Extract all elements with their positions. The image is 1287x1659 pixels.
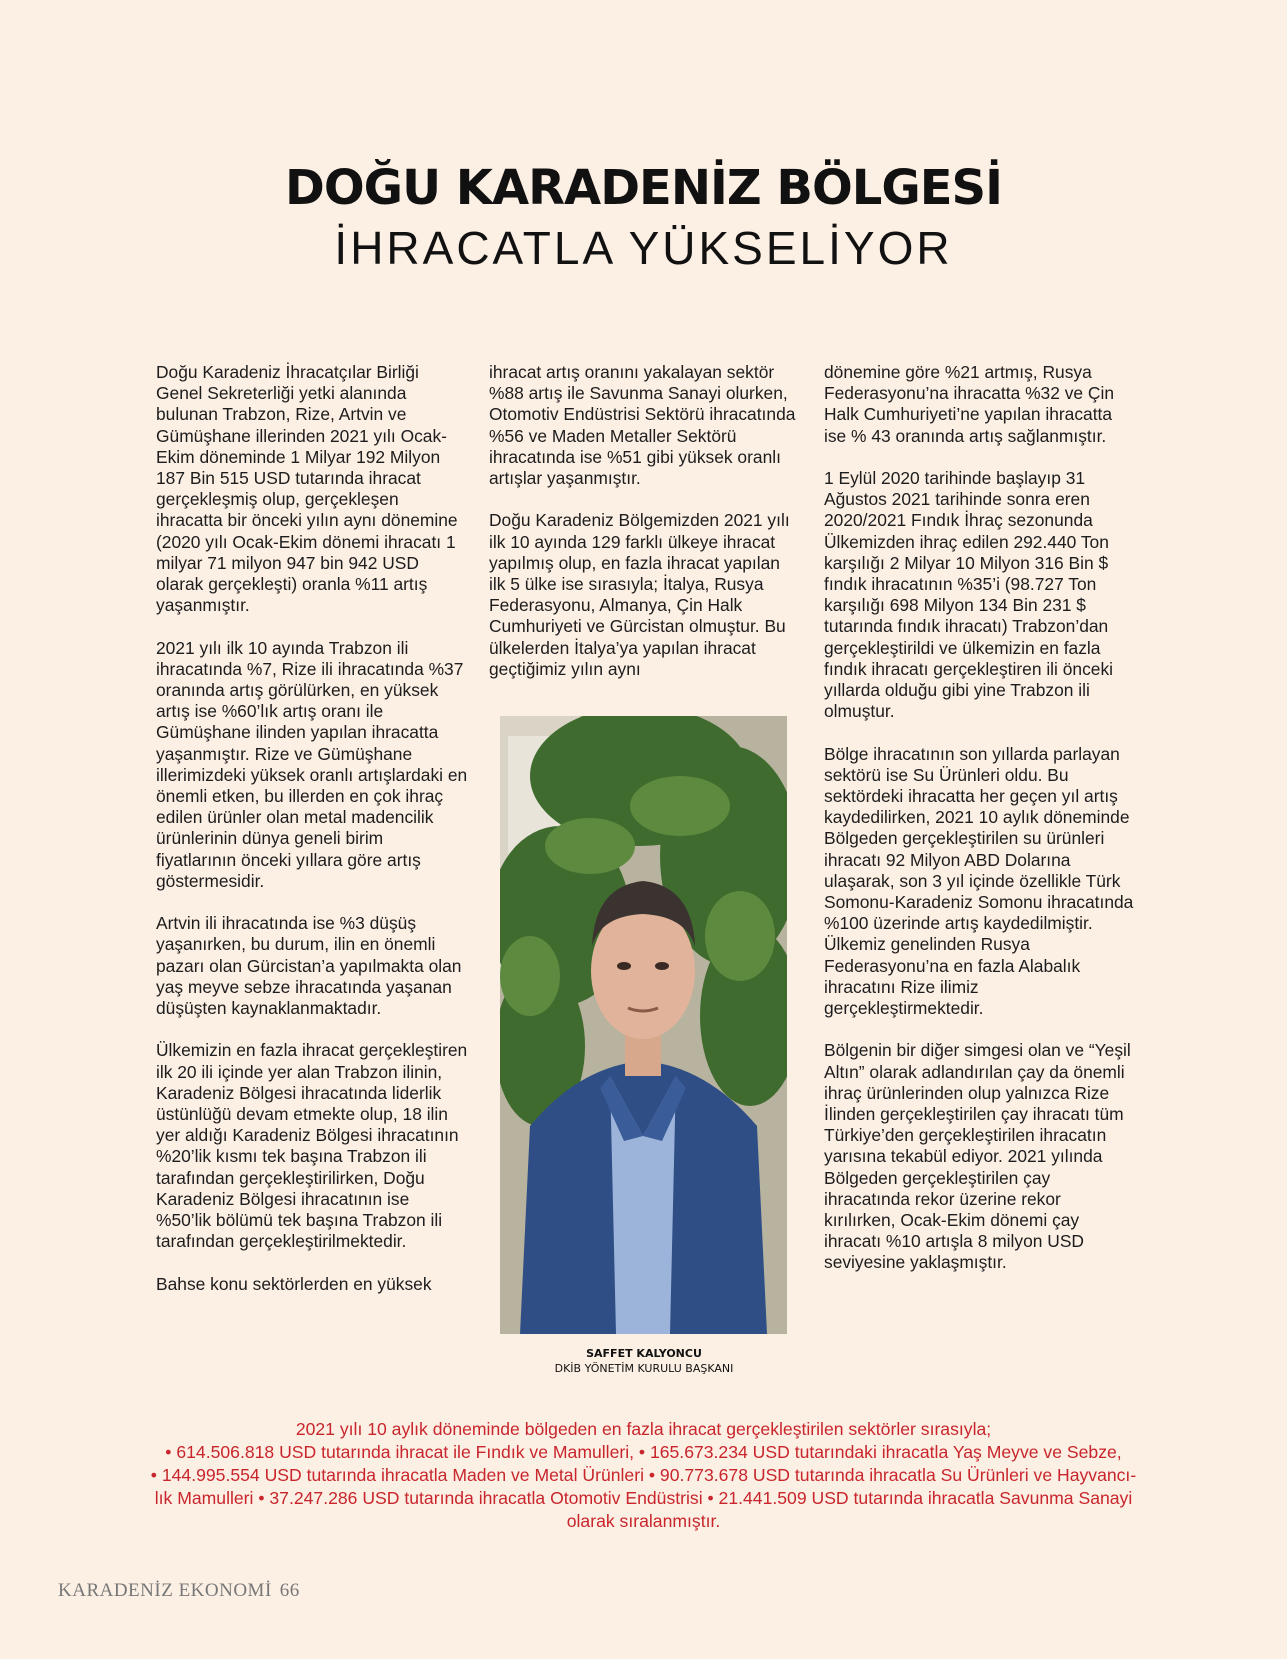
highlight-line: • 144.995.554 USD tutarında ihracatla Maden ve Metal Ürünleri • 90.773.678 USD tutarında ihracatla Su Ürünleri ve Hayvancı- — [150, 1465, 1137, 1485]
photo-caption — [489, 1346, 799, 1376]
highlight-line: 2021 yılı 10 aylık döneminde bölgeden en fazla ihracat gerçekleştirilen sektörler sırasıyla; — [295, 1419, 992, 1439]
article-title — [0, 160, 1287, 274]
highlight-line: • 614.506.818 USD tutarında ihracat ile Fındık ve Mamulleri, • 165.673.234 USD tutarındaki ihracatla Yaş Meyve ve Sebze, — [165, 1442, 1122, 1462]
paragraph: 2021 yılı ilk 10 ayında Trabzon ili ihracatında %7, Rize ili ihracatında %37 oranında artış görülürken, en yüksek artış ise %60’lık artış oranı ile Gümüşhane ilinden yapılan ihracatta yaşanmıştır. Rize ve Gümüşhane illerimizdeki yüksek oranlı artışlardaki en önemli etken, bu illerden en çok ihraç edilen ürünler olan metal madencilik ürünlerinin dünya geneli birim fiyatlarının önceki yıllara göre artış göstermesidir. — [156, 637, 468, 891]
caption-role: DKİB YÖNETİM KURULU BAŞKANI — [554, 1362, 734, 1375]
highlight-line: lık Mamulleri • 37.247.286 USD tutarında ihracatla Otomotiv Endüstrisi • 21.441.509 USD tutarında ihracatla Savunma Sanayi — [154, 1488, 1133, 1508]
paragraph: Bahse konu sektörlerden en yüksek — [156, 1273, 432, 1294]
portrait-illustration — [500, 716, 787, 1334]
title-line-2: İHRACATLA YÜKSELİYOR — [334, 222, 953, 274]
paragraph: Bölge ihracatının son yıllarda parlayan sektörü ise Su Ürünleri oldu. Bu sektördeki ihracatta her geçen yıl artış kaydedilirken, 2021 10 aylık döneminde Bölgeden gerçekleştirilen su ürünleri ihracatı 92 Milyon ABD Dolarına ulaşarak, son 3 yıl içinde özellikle Türk Somonu-Karadeniz Somonu ihracatında %100 üzerinde artış kaydedilmiştir. Ülkemiz genelinden Rusya Federasyonu’na en fazla Alabalık ihracatını Rize ilimiz gerçekleştirmektedir. — [824, 743, 1134, 1019]
paragraph: ihracat artış oranını yakalayan sektör %88 artış ile Savunma Sanayi olurken, Otomotiv Endüstrisi Sektörü ihracatında %56 ve Maden Metaller Sektörü ihracatında ise %51 gibi yüksek oranlı artışlar yaşanmıştır. — [489, 362, 796, 489]
highlight-box — [60, 1418, 1227, 1533]
text-column-1 — [156, 362, 468, 1316]
page-number: 66 — [279, 1580, 300, 1601]
magazine-name: KARADENİZ EKONOMİ — [58, 1580, 272, 1601]
page-footer — [58, 1580, 300, 1602]
highlight-line: olarak sıralanmıştır. — [566, 1511, 721, 1531]
paragraph: dönemine göre %21 artmış, Rusya Federasyonu’na ihracatta %32 ve Çin Halk Cumhuriyeti’ne yapılan ihracatta ise % 43 oranında artış sağlanmıştır. — [824, 362, 1115, 446]
caption-name: SAFFET KALYONCU — [586, 1347, 702, 1360]
portrait-photo — [500, 716, 787, 1334]
paragraph: Doğu Karadeniz Bölgemizden 2021 yılı ilk 10 ayında 129 farklı ülkeye ihracat yapılmış olup, en fazla ihracat yapılan ilk 5 ülke ise sırasıyla; İtalya, Rusya Federasyonu, Almanya, Çin Halk Cumhuriyeti ve Gürcistan olmuştur. Bu ülkelerden İtalya’ya yapılan ihracat geçtiğimiz yılın aynı — [489, 510, 790, 679]
text-column-2 — [489, 362, 799, 701]
paragraph: Artvin ili ihracatında ise %3 düşüş yaşanırken, bu durum, ilin en önemli pazarı olan Gürcistan’a yapılmakta olan yaş meyve sebze ihracatında yaşanan düşüşten kaynaklanmaktadır. — [156, 913, 462, 1019]
paragraph: Doğu Karadeniz İhracatçılar Birliği Genel Sekreterliği yetki alanında bulunan Trabzon, Rize, Artvin ve Gümüşhane illerinden 2021 yılı Ocak-Ekim döneminde 1 Milyar 192 Milyon 187 Bin 515 USD tutarında ihracat gerçekleşmiş olup, gerçekleşen ihracatta bir önceki yılın aynı dönemine (2020 yılı Ocak-Ekim dönemi ihracatı 1 milyar 71 milyon 947 bin 942 USD olarak gerçekleşti) oranla %11 artış yaşanmıştır. — [156, 362, 458, 616]
paragraph: 1 Eylül 2020 tarihinde başlayıp 31 Ağustos 2021 tarihinde sonra eren 2020/2021 Fındık İhraç sezonunda Ülkemizden ihraç edilen 292.440 Ton karşılığı 2 Milyar 10 Milyon 316 Bin $ fındık ihracatının %35’i (98.727 Ton karşılığı 698 Milyon 134 Bin 231 $ tutarında fındık ihracatı) Trabzon’dan gerçekleştirildi ve ülkemizin en fazla fındık ihracatı gerçekleştiren ili önceki yıllarda olduğu gibi yine Trabzon ili olmuştur. — [824, 468, 1114, 722]
paragraph: Ülkemizin en fazla ihracat gerçekleştiren ilk 20 ili içinde yer alan Trabzon ilinin, Karadeniz Bölgesi ihracatında liderlik üstünlüğü devam etmekte olup, 18 ilin yer aldığı Karadeniz Bölgesi ihracatının %20’lik kısmı tek başına Trabzon ili tarafından gerçekleştirilirken, Doğu Karadeniz Bölgesi ihracatının ise %50’lik bölümü tek başına Trabzon ili tarafından gerçekleştirilmektedir. — [156, 1040, 468, 1252]
title-line-1: DOĞU KARADENİZ BÖLGESİ — [285, 160, 1002, 216]
text-column-3 — [824, 362, 1134, 1295]
paragraph: Bölgenin bir diğer simgesi olan ve “Yeşil Altın” olarak adlandırılan çay da önemli ihraç ürünlerinden olup yalnızca Rize İlinden gerçekleştirilen çay ihracatı tüm Türkiye’den gerçekleştirilen ihracatın yarısına tekabül ediyor. 2021 yılında Bölgeden gerçekleştirilen çay ihracatında rekor üzerine rekor kırılırken, Ocak-Ekim dönemi çay ihracatı %10 artışla 8 milyon USD seviyesine yaklaşmıştır. — [824, 1040, 1131, 1273]
